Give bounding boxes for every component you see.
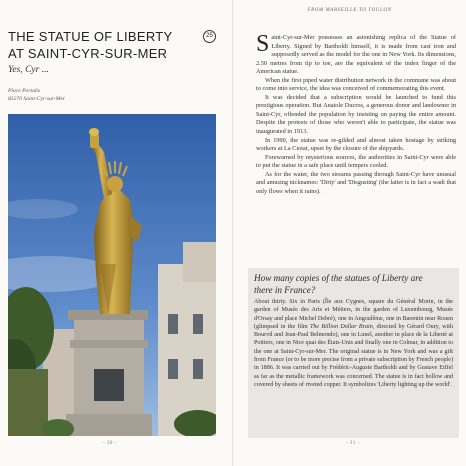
sidebar-question-line-1: How many copies of the statues of Liberty are (254, 273, 423, 283)
right-page (233, 0, 466, 466)
page-title (8, 28, 208, 62)
address (8, 87, 65, 103)
sidebar-body-part-2: , directed by Gérard Oury, with Bourvil and Jean-Paul Belmondo), one in Lunel, another in place de la Liberté at Poitiers, one in Nice quai des États-Unis and finally one in Colmar, in addition to the one at Saint-Cyr-sur-Mer. The original statue is in New York and was a gift from France (or to be more precise from a private subscription by French people) in 1886. It was carried out by Frédéric-Auguste Bartholdi and by Gustave Eiffel as far as the metallic framework was concerned. The statue is in fact hollow and covered by sheets of riveted copper. It symbolizes 'Liberty lighting up the world'. (254, 323, 453, 388)
drop-cap: S (256, 31, 270, 57)
paragraph: When the first piped water distribution network in the commune was about to come into service, the idea was conceived of commemorating this event. (256, 76, 456, 93)
paragraph: It was decided that a subscription would be launched to fund this prestigious operation. But Anatole Ducros, a generous donor and landowner in Saint-Cyr, offended the population by insisting on paying the entire amount. Despite the protests of those who weren't able to participate, the statue was inaugurated in 1913. (256, 93, 456, 136)
title-line-2: AT SAINT-CYR-SUR-MER (8, 46, 168, 61)
statue-photo (8, 114, 216, 436)
paragraph: In 1990, the statue was re-gilded and almost taken hostage by striking workers at La Ciotat, upset by the closure of the shipyards. (256, 136, 456, 153)
sidebar-body (254, 298, 453, 389)
page-number: - 30 - (103, 441, 117, 446)
paragraph: Forewarned by mysterious sources, the authorities in Saint-Cyr were able to put the statue in a safe place until tempers cooled. (256, 153, 456, 170)
body-text (256, 31, 456, 196)
sidebar-box (248, 268, 459, 438)
paragraph-1-text: aint-Cyr-sur-Mer possesses an astonishing replica of the Statue of Liberty. Signed by Bartholdi himself, it is made from cast iron and supposedly served as the model for the one in New York. Its dimensions, 2.50 metres from tip to toe, are the equivalent of the index finger of the American statue. (256, 34, 456, 76)
chapter-number-badge: 25 (203, 30, 216, 43)
running-head: FROM MARSEILLE TO TOULON (307, 8, 392, 13)
sidebar-body-part-1: About thirty. Six in Paris (Île aux Cygnes, square du Général Morin, in the garden of Musée des Arts et Métiers, in the garden of Luxembourg, Musée d'Orsay and place Michel Debré), one in Angoulême, one in Barentin near Rouen (glimpsed in the film (254, 299, 453, 330)
paragraph-1 (256, 31, 456, 77)
sidebar-question (254, 273, 453, 296)
address-line-2: 83270 Saint-Cyr-sur-Mer (8, 96, 66, 102)
page-number: - 31 - (346, 441, 360, 446)
subtitle: Yes, Cyr ... (8, 65, 49, 75)
title-line-1: THE STATUE OF LIBERTY (8, 29, 173, 44)
paragraph: As for the water, the two streams passing through Saint-Cyr have unusual and amusing nicknames: 'Dirty' and 'Disgusting' (the latter is in fact a wadi that only flows when it rains). (256, 170, 456, 195)
sidebar-question-line-2: there in France? (254, 284, 316, 295)
film-title: The Billion Dollar Brain (309, 323, 373, 330)
address-line-1: Place Portalis (8, 88, 41, 94)
